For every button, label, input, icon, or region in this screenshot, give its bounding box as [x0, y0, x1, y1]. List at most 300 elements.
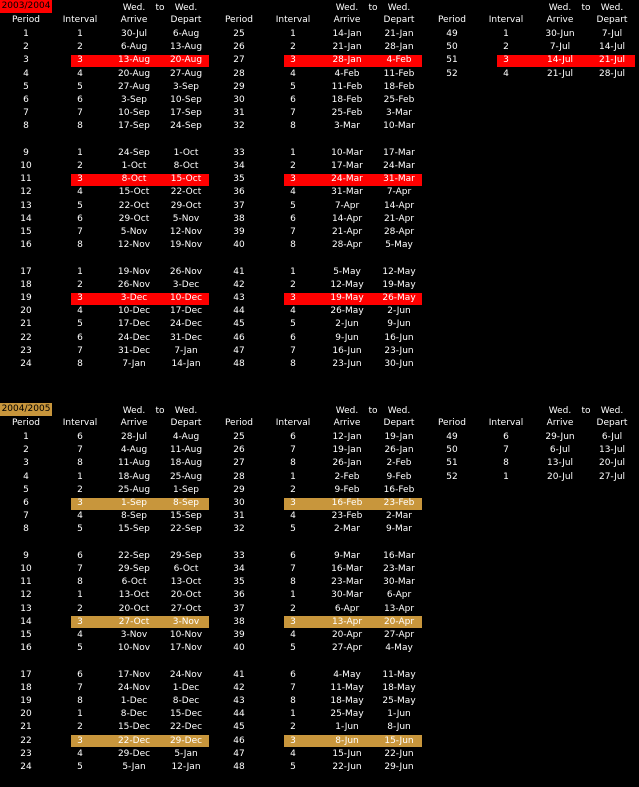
- interval-cell: 2: [77, 722, 83, 733]
- interval-cell: 1: [290, 709, 296, 720]
- depart-date-cell: 11-Feb: [383, 68, 415, 79]
- interval-cell: 6: [290, 432, 296, 442]
- interval-cell: 4: [290, 187, 296, 198]
- arrive-date-cell: 24-Mar: [331, 174, 363, 185]
- interval-cell: 2: [77, 161, 83, 171]
- period-cell: 1: [23, 29, 29, 39]
- depart-date-cell: 6-Jul: [601, 432, 623, 442]
- depart-date-cell: 10-Sep: [170, 95, 202, 105]
- depart-date-cell: 19-Nov: [169, 240, 203, 251]
- period-cell: 47: [233, 345, 245, 356]
- arrive-date-cell: 11-Feb: [331, 81, 363, 92]
- period-cell: 28: [233, 68, 245, 79]
- period-cell: 14: [20, 616, 32, 627]
- depart-date-cell: 1-Jun: [387, 709, 411, 720]
- interval-cell: 5: [290, 319, 296, 330]
- period-cell: 32: [233, 524, 245, 535]
- arrive-date-cell: 6-Aug: [120, 42, 148, 53]
- period-cell: 21: [20, 319, 32, 330]
- depart-day-header: Wed.: [174, 3, 198, 13]
- period-cell: 42: [233, 279, 245, 290]
- interval-cell: 7: [290, 682, 296, 693]
- arrive-date-cell: 20-Apr: [331, 630, 363, 640]
- depart-column-header: Depart: [383, 15, 415, 25]
- interval-cell: 4: [503, 68, 509, 79]
- period-cell: 20: [20, 709, 32, 720]
- arrive-date-cell: 1-Oct: [121, 161, 147, 171]
- interval-cell: 4: [77, 187, 83, 198]
- arrive-date-cell: 9-Mar: [334, 550, 360, 561]
- to-header: to: [155, 406, 165, 416]
- depart-date-cell: 8-Oct: [173, 161, 199, 171]
- arrive-date-cell: 15-Dec: [117, 722, 151, 733]
- depart-date-cell: 26-Nov: [169, 266, 203, 277]
- period-cell: 49: [446, 29, 458, 39]
- arrive-date-cell: 22-Jun: [332, 762, 362, 772]
- depart-date-cell: 1-Dec: [172, 682, 200, 693]
- depart-date-cell: 15-Oct: [170, 174, 202, 185]
- period-cell: 46: [233, 735, 245, 746]
- arrive-date-cell: 30-Jun: [545, 29, 575, 39]
- arrive-date-cell: 2-Mar: [334, 524, 360, 535]
- depart-date-cell: 6-Apr: [386, 590, 412, 601]
- depart-date-cell: 24-Mar: [383, 161, 415, 171]
- arrive-date-cell: 24-Dec: [117, 332, 151, 343]
- interval-cell: 2: [290, 484, 296, 495]
- arrive-date-cell: 19-May: [330, 293, 364, 303]
- depart-date-cell: 8-Sep: [173, 498, 199, 508]
- arrive-date-cell: 17-Mar: [331, 161, 363, 171]
- period-cell: 39: [233, 227, 245, 237]
- arrive-date-cell: 2-Jun: [335, 319, 359, 330]
- depart-date-cell: 31-Dec: [169, 332, 203, 343]
- period-cell: 12: [20, 590, 32, 601]
- arrive-day-header: Wed.: [122, 406, 146, 416]
- arrive-date-cell: 5-Nov: [120, 227, 148, 237]
- interval-cell: 6: [290, 213, 296, 224]
- interval-cell: 8: [290, 121, 296, 132]
- interval-cell: 2: [77, 42, 83, 53]
- interval-cell: 3: [77, 293, 83, 303]
- depart-date-cell: 4-Feb: [386, 55, 412, 66]
- arrive-date-cell: 5-May: [333, 266, 361, 277]
- period-cell: 40: [233, 240, 245, 251]
- period-cell: 30: [233, 498, 245, 508]
- arrive-column-header: Arrive: [120, 418, 148, 428]
- arrive-date-cell: 1-Dec: [120, 696, 148, 706]
- period-column-header: Period: [437, 418, 467, 428]
- depart-date-cell: 3-Mar: [386, 108, 412, 119]
- depart-date-cell: 27-Oct: [170, 603, 202, 614]
- period-cell: 31: [233, 108, 245, 119]
- period-cell: 19: [20, 696, 32, 706]
- period-cell: 10: [20, 564, 32, 574]
- depart-date-cell: 9-Jun: [387, 319, 411, 330]
- depart-date-cell: 8-Dec: [172, 696, 200, 706]
- arrive-date-cell: 13-Aug: [117, 55, 151, 66]
- depart-date-cell: 19-May: [382, 279, 416, 290]
- arrive-date-cell: 29-Dec: [117, 748, 151, 759]
- depart-date-cell: 28-Jul: [598, 68, 626, 79]
- to-header: to: [581, 3, 591, 13]
- arrive-date-cell: 13-Apr: [331, 616, 363, 627]
- depart-date-cell: 2-Feb: [386, 458, 412, 469]
- interval-cell: 1: [503, 471, 509, 482]
- depart-column-header: Depart: [596, 418, 628, 428]
- depart-date-cell: 28-Jan: [384, 42, 414, 53]
- arrive-date-cell: 1-Sep: [121, 498, 147, 508]
- depart-date-cell: 20-Oct: [170, 590, 202, 601]
- arrive-date-cell: 22-Dec: [117, 735, 151, 746]
- interval-cell: 8: [290, 240, 296, 251]
- period-cell: 52: [446, 471, 458, 482]
- interval-cell: 8: [77, 458, 83, 469]
- depart-day-header: Wed.: [387, 3, 411, 13]
- period-cell: 45: [233, 319, 245, 330]
- interval-cell: 8: [77, 359, 83, 369]
- interval-column-header: Interval: [62, 15, 98, 25]
- interval-cell: 4: [77, 306, 83, 317]
- arrive-date-cell: 4-Feb: [334, 68, 360, 79]
- arrive-date-cell: 1-Jun: [335, 722, 359, 733]
- period-cell: 36: [233, 187, 245, 198]
- interval-cell: 2: [77, 484, 83, 495]
- schedule-section-2003-2004: [0, 0, 639, 384]
- depart-date-cell: 15-Jun: [384, 735, 414, 746]
- arrive-date-cell: 30-Jul: [120, 29, 148, 39]
- period-cell: 3: [23, 458, 29, 469]
- interval-cell: 3: [77, 616, 83, 627]
- arrive-date-cell: 3-Nov: [120, 630, 148, 640]
- period-column-header: Period: [224, 418, 254, 428]
- period-cell: 22: [20, 332, 32, 343]
- arrive-column-header: Arrive: [120, 15, 148, 25]
- interval-cell: 1: [503, 29, 509, 39]
- period-cell: 44: [233, 306, 245, 317]
- interval-cell: 8: [290, 359, 296, 369]
- period-cell: 1: [23, 432, 29, 442]
- arrive-date-cell: 30-Mar: [331, 590, 363, 601]
- interval-cell: 5: [77, 762, 83, 772]
- depart-date-cell: 27-Jul: [598, 471, 626, 482]
- depart-date-cell: 15-Sep: [170, 511, 202, 522]
- depart-date-cell: 24-Sep: [170, 121, 202, 132]
- depart-column-header: Depart: [596, 15, 628, 25]
- arrive-date-cell: 2-Feb: [334, 471, 360, 482]
- interval-cell: 7: [290, 564, 296, 574]
- arrive-date-cell: 19-Nov: [117, 266, 151, 277]
- arrive-date-cell: 8-Sep: [121, 511, 147, 522]
- arrive-date-cell: 18-Feb: [331, 95, 363, 105]
- arrive-date-cell: 8-Oct: [121, 174, 147, 185]
- period-cell: 18: [20, 682, 32, 693]
- season-label: 2003/2004: [1, 1, 51, 11]
- arrive-date-cell: 25-May: [330, 709, 364, 720]
- period-cell: 15: [20, 630, 32, 640]
- arrive-date-cell: 27-Aug: [117, 81, 151, 92]
- interval-cell: 7: [77, 108, 83, 119]
- arrive-column-header: Arrive: [546, 418, 574, 428]
- interval-cell: 3: [77, 735, 83, 746]
- arrive-day-header: Wed.: [548, 406, 572, 416]
- interval-cell: 4: [290, 630, 296, 640]
- period-cell: 9: [23, 147, 29, 158]
- depart-date-cell: 13-Aug: [169, 42, 203, 53]
- depart-date-cell: 23-Feb: [383, 498, 415, 508]
- interval-cell: 4: [77, 68, 83, 79]
- period-cell: 11: [20, 174, 32, 185]
- arrive-date-cell: 12-May: [330, 279, 364, 290]
- period-cell: 4: [23, 471, 29, 482]
- interval-cell: 6: [77, 432, 83, 442]
- interval-cell: 4: [290, 748, 296, 759]
- arrive-date-cell: 24-Nov: [117, 682, 151, 693]
- depart-date-cell: 17-Sep: [170, 108, 202, 119]
- interval-cell: 8: [77, 577, 83, 588]
- period-cell: 50: [446, 42, 458, 53]
- depart-date-cell: 12-May: [382, 266, 416, 277]
- arrive-date-cell: 28-Apr: [331, 240, 363, 251]
- period-cell: 45: [233, 722, 245, 733]
- depart-date-cell: 29-Oct: [170, 200, 202, 211]
- arrive-date-cell: 20-Jul: [546, 471, 574, 482]
- interval-cell: 7: [77, 682, 83, 693]
- period-cell: 35: [233, 577, 245, 588]
- arrive-date-cell: 29-Sep: [118, 564, 150, 574]
- arrive-date-cell: 31-Mar: [331, 187, 363, 198]
- interval-cell: 5: [77, 643, 83, 654]
- arrive-date-cell: 29-Oct: [118, 213, 150, 224]
- arrive-day-header: Wed.: [335, 3, 359, 13]
- interval-cell: 2: [290, 42, 296, 53]
- period-cell: 38: [233, 213, 245, 224]
- depart-date-cell: 26-Jan: [384, 445, 414, 456]
- arrive-date-cell: 26-Nov: [117, 279, 151, 290]
- interval-cell: 3: [290, 735, 296, 746]
- period-cell: 11: [20, 577, 32, 588]
- period-cell: 51: [446, 55, 458, 66]
- arrive-column-header: Arrive: [546, 15, 574, 25]
- period-cell: 26: [233, 445, 245, 456]
- period-cell: 42: [233, 682, 245, 693]
- interval-cell: 3: [290, 498, 296, 508]
- arrive-date-cell: 22-Oct: [118, 200, 150, 211]
- period-cell: 23: [20, 345, 32, 356]
- to-header: to: [368, 406, 378, 416]
- interval-cell: 3: [77, 174, 83, 185]
- period-cell: 6: [23, 498, 29, 508]
- depart-date-cell: 24-Dec: [169, 319, 203, 330]
- depart-date-cell: 23-Mar: [383, 564, 415, 574]
- depart-date-cell: 22-Oct: [170, 187, 202, 198]
- interval-cell: 5: [77, 524, 83, 535]
- arrive-date-cell: 26-May: [330, 306, 364, 317]
- period-cell: 24: [20, 359, 32, 369]
- period-cell: 15: [20, 227, 32, 237]
- arrive-date-cell: 7-Jul: [549, 42, 571, 53]
- arrive-date-cell: 25-Feb: [331, 108, 363, 119]
- depart-date-cell: 10-Mar: [383, 121, 415, 132]
- depart-date-cell: 24-Nov: [169, 669, 203, 680]
- period-cell: 29: [233, 484, 245, 495]
- period-cell: 49: [446, 432, 458, 442]
- period-cell: 23: [20, 748, 32, 759]
- interval-cell: 4: [290, 68, 296, 79]
- depart-date-cell: 21-Apr: [383, 213, 415, 224]
- period-cell: 27: [233, 458, 245, 469]
- arrive-date-cell: 18-May: [330, 696, 364, 706]
- period-cell: 16: [20, 643, 32, 654]
- period-cell: 48: [233, 359, 245, 369]
- period-cell: 41: [233, 669, 245, 680]
- depart-date-cell: 5-May: [385, 240, 413, 251]
- arrive-date-cell: 21-Apr: [331, 227, 363, 237]
- arrive-date-cell: 31-Dec: [117, 345, 151, 356]
- period-cell: 7: [23, 511, 29, 522]
- interval-column-header: Interval: [488, 15, 524, 25]
- depart-date-cell: 18-Feb: [383, 81, 415, 92]
- interval-cell: 1: [290, 29, 296, 39]
- depart-date-cell: 15-Dec: [169, 709, 203, 720]
- depart-date-cell: 29-Dec: [169, 735, 203, 746]
- depart-date-cell: 18-Aug: [169, 458, 203, 469]
- interval-cell: 6: [77, 332, 83, 343]
- interval-column-header: Interval: [275, 15, 311, 25]
- depart-date-cell: 21-Jan: [384, 29, 414, 39]
- depart-date-cell: 27-Aug: [169, 68, 203, 79]
- period-cell: 43: [233, 293, 245, 303]
- arrive-date-cell: 6-Apr: [334, 603, 360, 614]
- arrive-date-cell: 7-Apr: [334, 200, 360, 211]
- arrive-date-cell: 10-Dec: [117, 306, 151, 317]
- interval-cell: 8: [290, 577, 296, 588]
- interval-cell: 2: [503, 42, 509, 53]
- period-cell: 34: [233, 161, 245, 171]
- arrive-date-cell: 18-Aug: [117, 471, 151, 482]
- interval-cell: 4: [77, 748, 83, 759]
- arrive-date-cell: 28-Jul: [120, 432, 148, 442]
- interval-cell: 3: [503, 55, 509, 66]
- depart-date-cell: 21-Jul: [598, 55, 626, 66]
- arrive-date-cell: 15-Jun: [332, 748, 362, 759]
- interval-cell: 5: [77, 200, 83, 211]
- arrive-date-cell: 14-Apr: [331, 213, 363, 224]
- depart-date-cell: 10-Nov: [169, 630, 203, 640]
- depart-date-cell: 16-Mar: [383, 550, 415, 561]
- depart-date-cell: 1-Sep: [173, 484, 199, 495]
- arrive-date-cell: 20-Oct: [118, 603, 150, 614]
- period-cell: 16: [20, 240, 32, 251]
- period-cell: 10: [20, 161, 32, 171]
- interval-cell: 6: [77, 213, 83, 224]
- to-header: to: [368, 3, 378, 13]
- depart-date-cell: 25-May: [382, 696, 416, 706]
- arrive-date-cell: 12-Nov: [117, 240, 151, 251]
- to-header: to: [581, 406, 591, 416]
- arrive-date-cell: 10-Sep: [118, 108, 150, 119]
- period-cell: 29: [233, 81, 245, 92]
- period-cell: 40: [233, 643, 245, 654]
- period-cell: 33: [233, 550, 245, 561]
- interval-cell: 7: [290, 445, 296, 456]
- arrive-date-cell: 16-Feb: [331, 498, 363, 508]
- depart-date-cell: 27-Apr: [383, 630, 415, 640]
- depart-column-header: Depart: [170, 15, 202, 25]
- interval-column-header: Interval: [275, 418, 311, 428]
- period-cell: 22: [20, 735, 32, 746]
- depart-date-cell: 8-Jun: [387, 722, 411, 733]
- interval-cell: 6: [290, 669, 296, 680]
- arrive-date-cell: 9-Feb: [334, 484, 360, 495]
- arrive-date-cell: 15-Oct: [118, 187, 150, 198]
- interval-cell: 3: [77, 55, 83, 66]
- interval-cell: 1: [77, 590, 83, 601]
- depart-date-cell: 25-Feb: [383, 95, 415, 105]
- arrive-date-cell: 13-Jul: [546, 458, 574, 469]
- depart-date-cell: 16-Jun: [384, 332, 414, 343]
- arrive-date-cell: 24-Sep: [118, 147, 150, 158]
- period-cell: 37: [233, 603, 245, 614]
- arrive-date-cell: 23-Jun: [332, 359, 362, 369]
- period-cell: 5: [23, 81, 29, 92]
- interval-cell: 3: [290, 616, 296, 627]
- interval-cell: 4: [77, 630, 83, 640]
- period-column-header: Period: [224, 15, 254, 25]
- arrive-date-cell: 27-Apr: [331, 643, 363, 654]
- interval-cell: 7: [503, 445, 509, 456]
- depart-date-cell: 2-Mar: [386, 511, 412, 522]
- period-cell: 8: [23, 524, 29, 535]
- interval-cell: 8: [290, 458, 296, 469]
- arrive-date-cell: 25-Aug: [117, 484, 151, 495]
- interval-cell: 7: [290, 345, 296, 356]
- depart-date-cell: 7-Jan: [174, 345, 198, 356]
- depart-date-cell: 6-Oct: [173, 564, 199, 574]
- interval-cell: 2: [290, 603, 296, 614]
- period-cell: 26: [233, 42, 245, 53]
- period-cell: 17: [20, 669, 32, 680]
- arrive-column-header: Arrive: [333, 15, 361, 25]
- interval-cell: 8: [77, 121, 83, 132]
- interval-cell: 6: [77, 95, 83, 105]
- period-cell: 2: [23, 42, 29, 53]
- interval-cell: 2: [290, 161, 296, 171]
- period-column-header: Period: [11, 15, 41, 25]
- interval-cell: 7: [77, 345, 83, 356]
- depart-date-cell: 29-Sep: [170, 550, 202, 561]
- depart-date-cell: 19-Jan: [384, 432, 414, 442]
- period-cell: 17: [20, 266, 32, 277]
- interval-cell: 7: [77, 445, 83, 456]
- interval-cell: 6: [290, 550, 296, 561]
- depart-date-cell: 25-Aug: [169, 471, 203, 482]
- period-cell: 34: [233, 564, 245, 574]
- arrive-date-cell: 28-Jan: [332, 55, 362, 66]
- depart-date-cell: 11-Aug: [169, 445, 203, 456]
- depart-date-cell: 3-Dec: [172, 279, 200, 290]
- interval-cell: 7: [77, 227, 83, 237]
- period-cell: 39: [233, 630, 245, 640]
- arrive-date-cell: 5-Jan: [122, 762, 146, 772]
- period-cell: 21: [20, 722, 32, 733]
- period-cell: 20: [20, 306, 32, 317]
- interval-cell: 1: [77, 147, 83, 158]
- interval-cell: 7: [77, 564, 83, 574]
- arrive-date-cell: 17-Nov: [117, 669, 151, 680]
- period-cell: 52: [446, 68, 458, 79]
- depart-date-cell: 14-Jan: [171, 359, 201, 369]
- period-cell: 35: [233, 174, 245, 185]
